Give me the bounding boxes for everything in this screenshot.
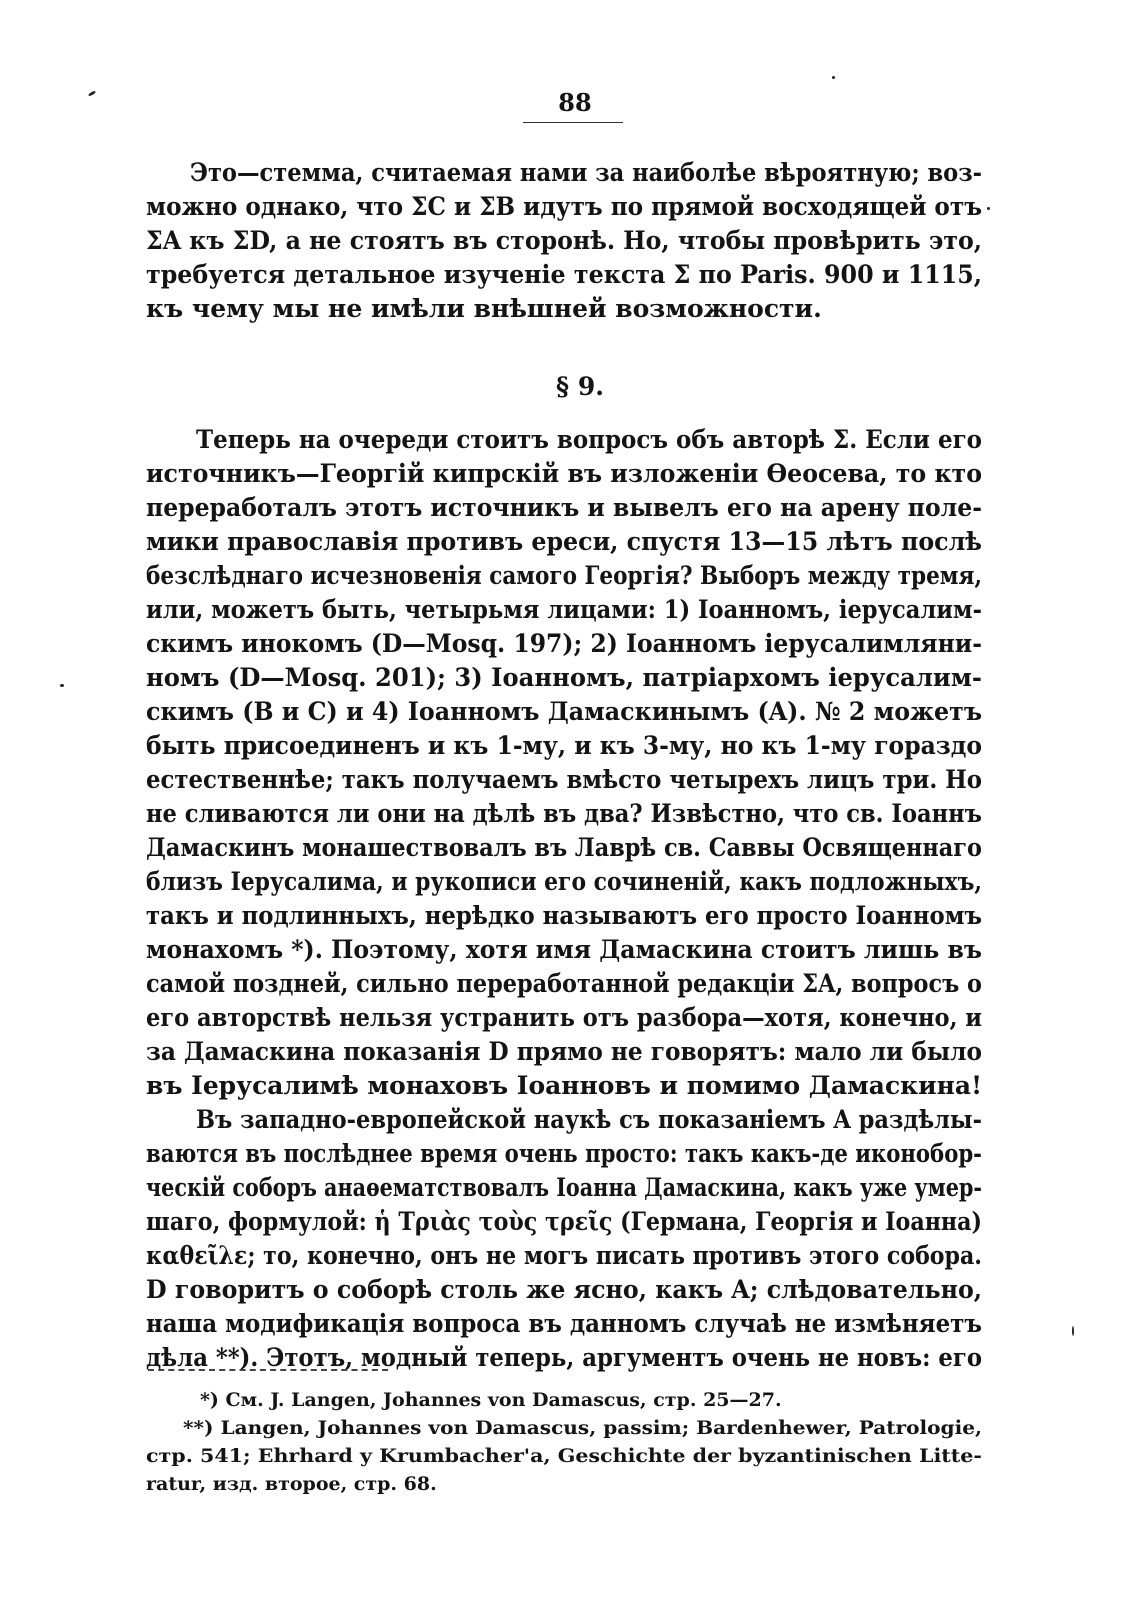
text-line-content: естественнѣе; такъ получаемъ вмѣсто четырехъ лицъ три. Но [146, 765, 983, 794]
text-line [0, 729, 1140, 763]
footnote-line-content: *) См. J. Langen, Johannes von Damascus, стр. 25—27. [200, 1389, 782, 1411]
text-line-content: наша модификація вопроса въ данномъ случаѣ не измѣняетъ [146, 1309, 982, 1338]
text-line [0, 593, 1140, 627]
page-number: 88 [558, 88, 592, 117]
scan-speck [832, 76, 835, 79]
text-line-content: καθεῖλε; то, конечно, онъ не могъ писать противъ этого собора. [146, 1241, 983, 1270]
footnote-line [0, 1442, 1140, 1470]
text-line [0, 292, 1140, 326]
text-line [0, 224, 1140, 258]
text-line [0, 1103, 1140, 1137]
text-line [0, 797, 1140, 831]
text-line-content: требуется детальное изученіе текста Σ по Paris. 900 и 1115, [146, 260, 982, 289]
text-line-content: его авторствѣ нельзя устранить отъ разбора—хотя, конечно, и [146, 1003, 982, 1032]
text-line-content: Это—стемма, считаемая нами за наиболѣе вѣроятную; воз- [190, 158, 983, 187]
text-line-content: такъ и подлинныхъ, нерѣдко называютъ его просто Іоанномъ [146, 901, 982, 930]
text-line-content: не сливаются ли они на дѣлѣ въ два? Извѣстно, что св. Іоаннъ [146, 799, 982, 828]
scan-speck [1072, 1326, 1074, 1336]
text-line-content: или, можетъ быть, четырьмя лицами: 1) Іоанномъ, іерусалим- [146, 595, 982, 624]
text-line [0, 156, 1140, 190]
scan-speck [60, 684, 64, 687]
text-line-content: Дамаскинъ монашествовалъ въ Лаврѣ св. Саввы Освященнаго [146, 833, 982, 862]
scan-speck [987, 207, 990, 210]
text-line [0, 525, 1140, 559]
footnote-line [0, 1386, 1140, 1414]
text-line-content: Въ западно-европейской наукѣ съ показаніемъ A раздѣлы- [196, 1105, 982, 1134]
text-line [0, 1273, 1140, 1307]
text-line [0, 457, 1140, 491]
text-line [0, 258, 1140, 292]
footnote-line-content: ratur, изд. второе, стр. 68. [146, 1473, 437, 1495]
footnote-line-content: стр. 541; Ehrhard y Krumbacher'a, Geschichte der byzantinischen Litte- [146, 1445, 982, 1467]
text-line-content: быть присоединенъ и къ 1-му, и къ 3-му, но къ 1-му гораздо [146, 731, 983, 760]
text-line-content: мики православія противъ ереси, спустя 13—15 лѣтъ послѣ [146, 527, 982, 556]
text-line-content: самой поздней, сильно переработанной редакціи ΣA, вопросъ о [146, 969, 982, 998]
text-line-content: ΣA къ ΣD, а не стоятъ въ сторонѣ. Но, чтобы провѣрить это, [146, 226, 982, 255]
text-line [0, 695, 1140, 729]
text-line [0, 1035, 1140, 1069]
text-line-content: безслѣднаго исчезновенія самого Георгія? Выборъ между тремя, [146, 561, 982, 590]
footnote-line-content: **) Langen, Johannes von Damascus, passim; Bardenhewer, Patrologie, [183, 1417, 982, 1439]
text-line [0, 423, 1140, 457]
text-line [0, 1001, 1140, 1035]
page-number-rule [523, 122, 623, 123]
text-line-content: къ чему мы не имѣли внѣшней возможности. [146, 294, 822, 323]
text-line-content: переработалъ этотъ источникъ и вывелъ его на арену поле- [146, 493, 982, 522]
text-line [0, 1069, 1140, 1103]
text-line [0, 967, 1140, 1001]
text-line [0, 933, 1140, 967]
text-line-content: ваются въ послѣднее время очень просто: такъ какъ-де иконобор- [146, 1139, 982, 1168]
text-line-content: можно однако, что ΣC и ΣB идутъ по прямой восходящей отъ [146, 192, 982, 221]
text-line-content: близъ Іерусалима, и рукописи его сочиненій, какъ подложныхъ, [146, 867, 982, 896]
footnote-line [0, 1470, 1140, 1498]
text-line [0, 627, 1140, 661]
text-line-content: источникъ—Георгій кипрскій въ изложеніи Ѳеосева, то кто [146, 459, 982, 488]
text-line [0, 1205, 1140, 1239]
text-line-content: дѣла **). Этотъ, модный теперь, аргументъ очень не новъ: его [146, 1343, 983, 1372]
text-line [0, 1137, 1140, 1171]
text-line-content: ческій соборъ анаѳематствовалъ Іоанна Дамаскина, какъ уже умер- [146, 1173, 982, 1202]
text-line [0, 1171, 1140, 1205]
text-line [0, 661, 1140, 695]
section-heading: § 9. [556, 372, 604, 401]
text-line-content: скимъ инокомъ (D—Mosq. 197); 2) Іоанномъ іерусалимляни- [146, 629, 982, 658]
text-line-content: скимъ (B и C) и 4) Іоанномъ Дамаскинымъ (A). № 2 можетъ [146, 697, 983, 726]
text-line-content: D говоритъ о соборѣ столь же ясно, какъ A; слѣдовательно, [146, 1275, 983, 1304]
footnote-rule [148, 1369, 388, 1371]
text-line [0, 831, 1140, 865]
text-line-content: шаго, формулой: ἡ Τριὰς τοὺς τρεῖς (Германа, Георгія и Іоанна) [146, 1207, 983, 1236]
text-line [0, 899, 1140, 933]
footnote-line [0, 1414, 1140, 1442]
text-line-content: въ Іерусалимѣ монаховъ Іоанновъ и помимо Дамаскина! [146, 1071, 983, 1100]
text-line-content: номъ (D—Mosq. 201); 3) Іоанномъ, патріархомъ іерусалим- [146, 663, 982, 692]
text-line [0, 865, 1140, 899]
text-line [0, 559, 1140, 593]
text-line-content: за Дамаскина показанія D прямо не говорятъ: мало ли было [146, 1037, 983, 1066]
text-line [0, 491, 1140, 525]
text-line [0, 1307, 1140, 1341]
text-line [0, 763, 1140, 797]
text-line-content: Теперь на очереди стоитъ вопросъ объ авторѣ Σ. Если его [196, 425, 983, 454]
text-line [0, 1239, 1140, 1273]
scan-speck [88, 90, 96, 97]
text-line-content: монахомъ *). Поэтому, хотя имя Дамаскина стоитъ лишь въ [146, 935, 982, 964]
text-line [0, 190, 1140, 224]
